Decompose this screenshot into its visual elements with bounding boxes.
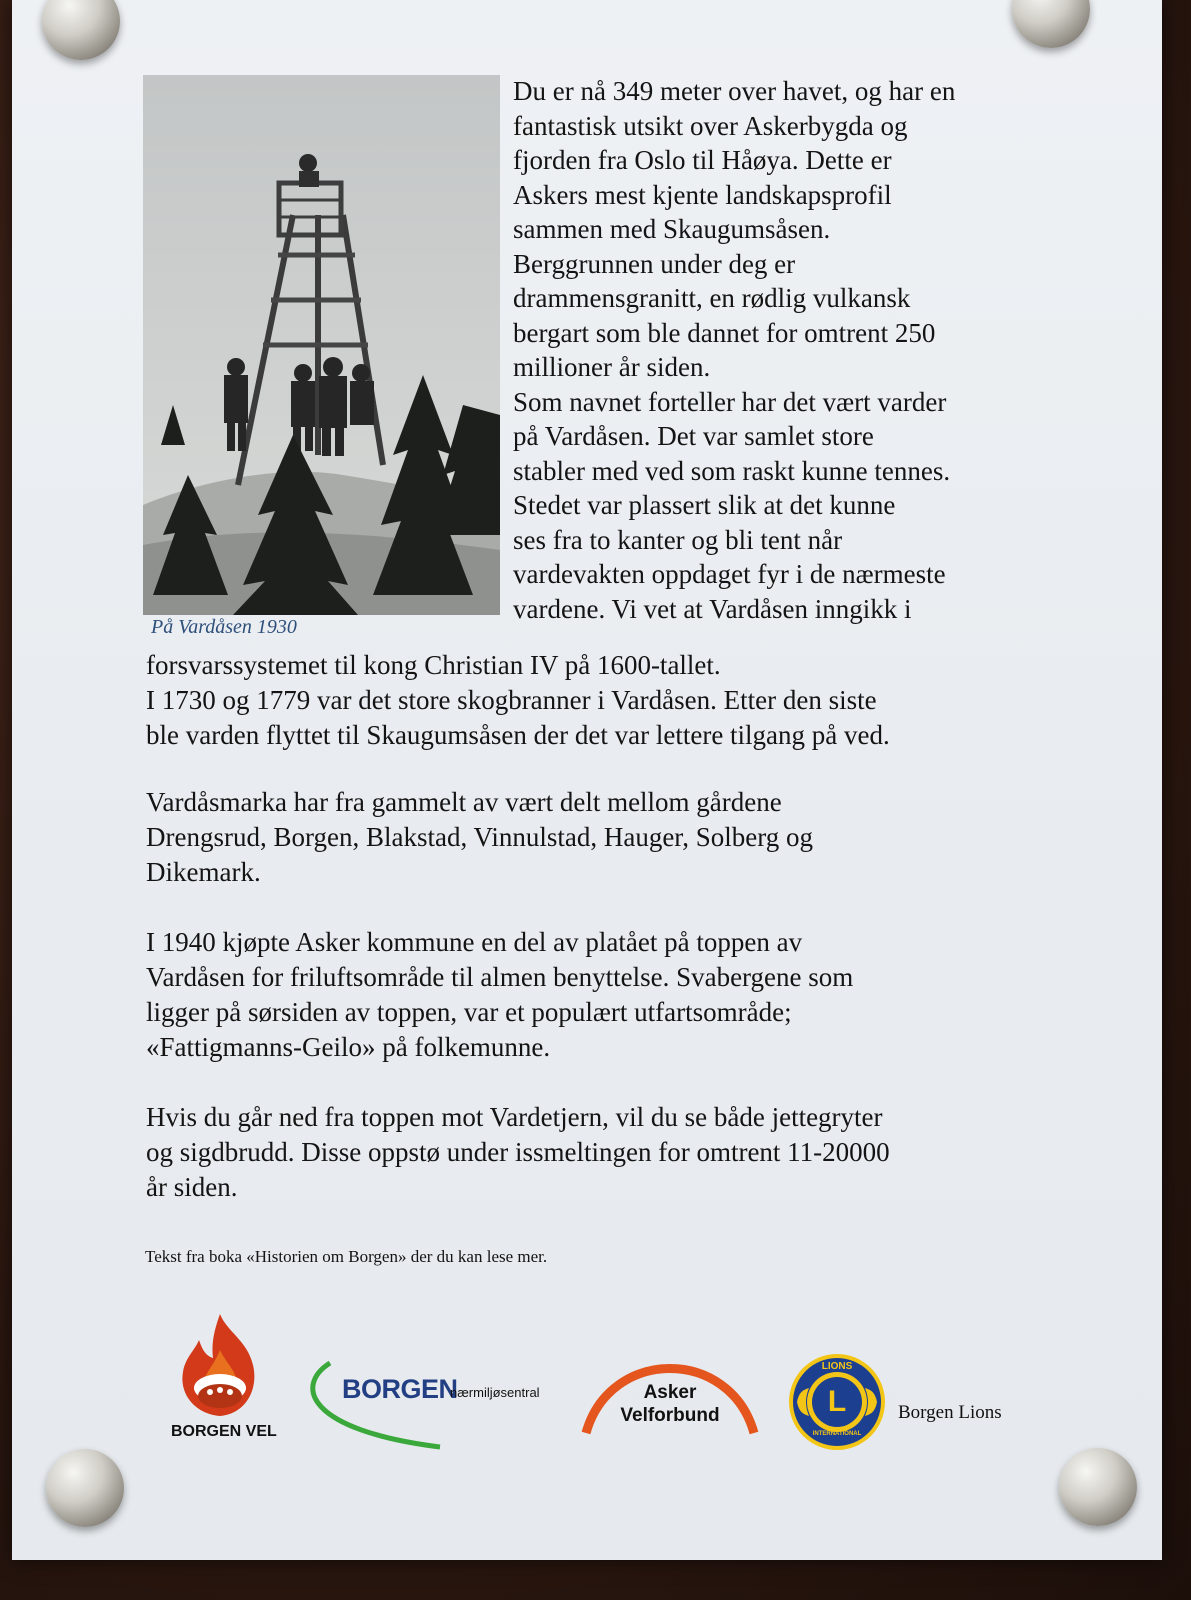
logo-borgen-naermiljosentral [300, 1355, 560, 1455]
lions-letter: L [827, 1385, 847, 1418]
lions-bottom-label: INTERNATIONAL [812, 1431, 862, 1437]
paragraph-potholes: Hvis du går ned fra toppen mot Vardetjern, vil du se både jettegryter og sigdbrudd. Disse oppstø under issmeltingen for omtrent 11-20000 år siden. [146, 1102, 890, 1202]
paragraph-1940: I 1940 kjøpte Asker kommune en del av platået på toppen av Vardåsen for friluftsområde til almen benyttelse. Svabergene som ligger på sørsiden av toppen, var et populært utfartsområde; «Fattigmanns-Geilo» på folkemunne. [146, 927, 854, 1062]
borgen-label: BORGEN [342, 1374, 458, 1404]
borgen-lions-label: Borgen Lions [898, 1402, 1002, 1423]
source-note: Tekst fra boka «Historien om Borgen» der du kan lese mer. [145, 1247, 548, 1266]
photo-caption: På Vardåsen 1930 [151, 616, 297, 638]
historic-photo-vardasen [143, 75, 500, 615]
velforbund-label: Velforbund [620, 1405, 720, 1426]
naermiljosentral-label: nærmiljøsentral [450, 1385, 540, 1400]
asker-label: Asker [643, 1382, 697, 1403]
green-swoosh-icon [300, 1355, 450, 1455]
text-full-width: forsvarssystemet til kong Christian IV på 1600-tallet. I 1730 og 1779 var det store skogbranner i Vardåsen. Etter den siste ble varden flyttet til Skaugumsåsen der det var lettere tilgang på ved. [146, 650, 890, 750]
text-beside-photo: Du er nå 349 meter over havet, og har en fantastisk utsikt over Askerbygda og fjorden fra Oslo til Håøya. Dette er Askers mest kjente landskapsprofil sammen med Skaugumsåsen. Berggrunnen under deg er drammensgranitt, en rødlig vulkansk bergart som ble dannet for omtrent 250 millioner år siden. Som navnet forteller har det vært varder på Vardåsen. Det var samlet store stabler med ved som raskt kunne tennes. Stedet var plassert slik at det kunne ses fra to kanter og bli tent når vardevakten oppdaget fyr i de nærmeste vardene. Vi vet at Vardåsen inngikk i [513, 76, 956, 624]
mounting-bolt-bottom-right [1059, 1448, 1137, 1526]
paragraph-farms: Vardåsmarka har fra gammelt av vært delt mellom gårdene Drengsrud, Borgen, Blakstad, Vinnulstad, Hauger, Solberg og Dikemark. [146, 787, 813, 887]
mounting-bolt-bottom-left [46, 1449, 124, 1527]
logo-asker-velforbund [580, 1355, 760, 1435]
lions-top-label: LIONS [821, 1361, 853, 1372]
flame-icon [165, 1310, 275, 1420]
logo-lions [787, 1352, 887, 1452]
borgen-vel-label: BORGEN VEL [171, 1423, 277, 1440]
logo-borgen-vel [165, 1310, 275, 1450]
